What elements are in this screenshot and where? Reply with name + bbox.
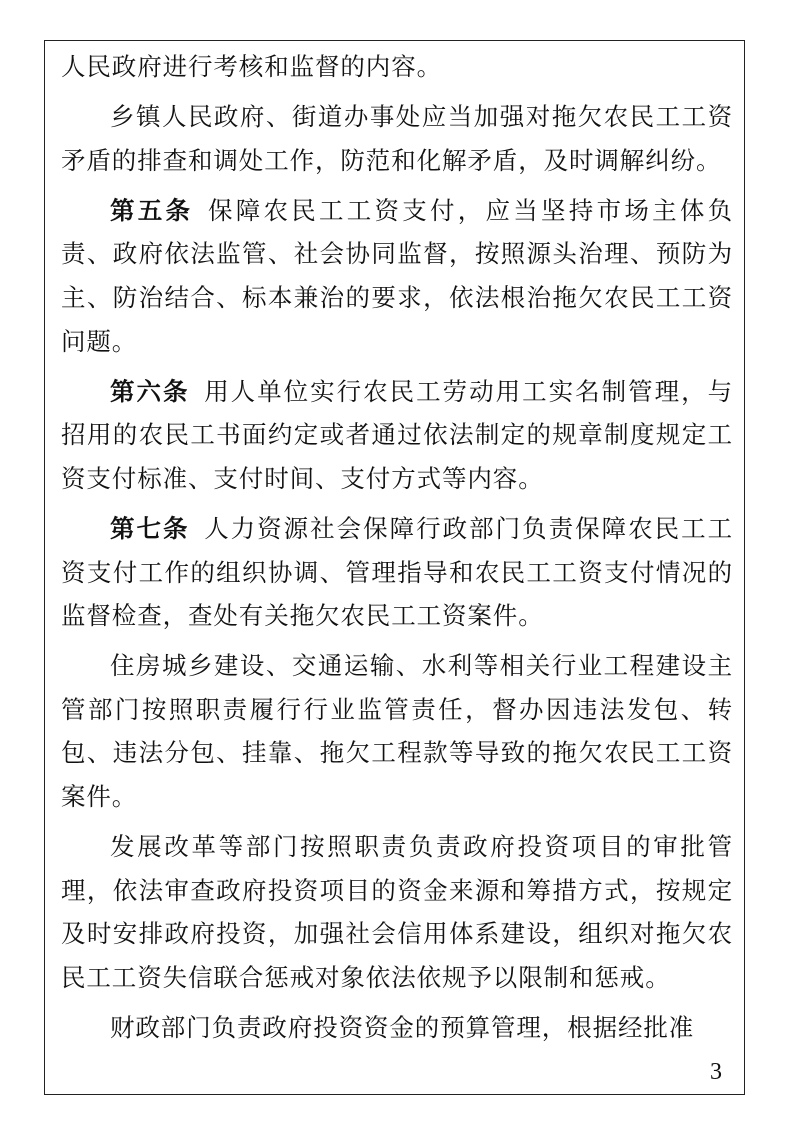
article-number: 第七条 <box>110 513 190 543</box>
paragraph-text: 住房城乡建设、交通运输、水利等相关行业工程建设主管部门按照职责履行行业监管责任，督办因违法发包、转包、违法分包、挂靠、拖欠工程款等导致的拖欠农民工工资案件。 <box>61 651 733 811</box>
paragraph-text: 用人单位实行农民工劳动用工实名制管理，与招用的农民工书面约定或者通过依法制定的规章制度规定工资支付标准、支付时间、支付方式等内容。 <box>61 376 734 493</box>
article-number: 第六条 <box>110 376 190 406</box>
page-number: 3 <box>710 1059 722 1085</box>
document-body <box>61 45 733 1056</box>
paragraph <box>61 95 733 182</box>
page-frame <box>44 40 745 1095</box>
article-6 <box>61 370 733 501</box>
paragraph <box>61 1006 733 1050</box>
paragraph-text: 乡镇人民政府、街道办事处应当加强对拖欠农民工工资矛盾的排查和调处工作，防范和化解矛盾，及时调解纠纷。 <box>61 102 733 175</box>
paragraph-text: 保障农民工工资支付，应当坚持市场主体负责、政府依法监管、社会协同监督，按照源头治理、预防为主、防治结合、标本兼治的要求，依法根治拖欠农民工工资问题。 <box>61 195 733 356</box>
paragraph <box>61 644 733 818</box>
paragraph-continuation <box>61 45 733 89</box>
paragraph-text: 人力资源社会保障行政部门负责保障农民工工资支付工作的组织协调、管理指导和农民工工资支付情况的监督检查，查处有关拖欠农民工工资案件。 <box>61 513 734 631</box>
paragraph-text: 发展改革等部门按照职责负责政府投资项目的审批管理，依法审查政府投资项目的资金来源和筹措方式，按规定及时安排政府投资，加强社会信用体系建设，组织对拖欠农民工工资失信联合惩戒对象依法依规予以限制和惩戒。 <box>61 832 733 992</box>
paragraph-text: 财政部门负责政府投资资金的预算管理，根据经批准 <box>110 1012 695 1042</box>
paragraph-text: 人民政府进行考核和监督的内容。 <box>61 52 442 81</box>
paragraph <box>61 825 733 999</box>
article-number: 第五条 <box>110 195 194 225</box>
article-5 <box>61 189 733 363</box>
article-7 <box>61 507 733 638</box>
